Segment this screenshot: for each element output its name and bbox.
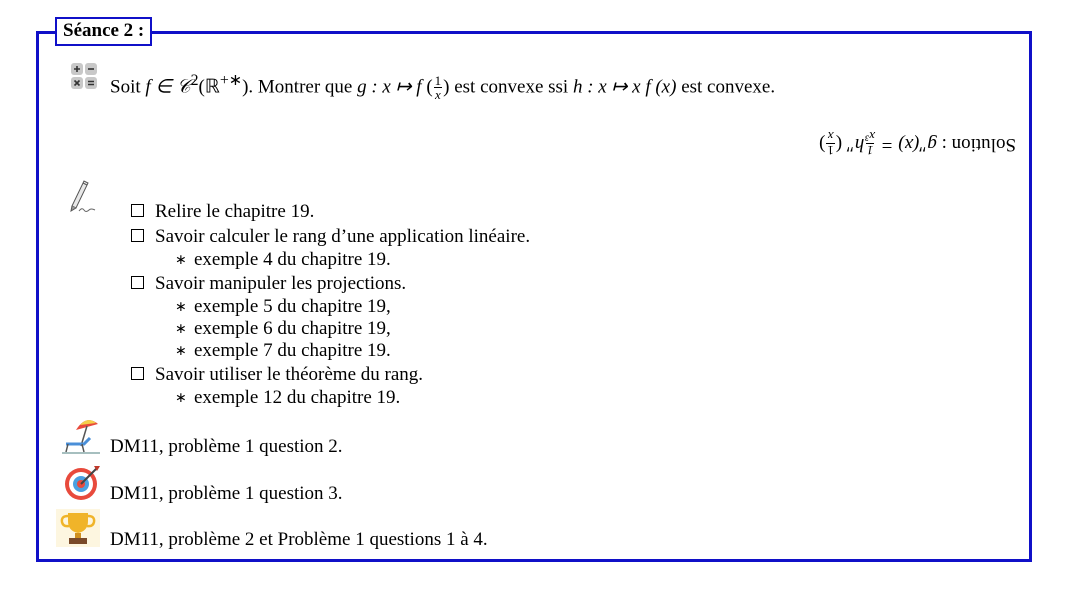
todo-subitem bbox=[175, 318, 530, 340]
homework-label: DM11, problème 1 question 3. bbox=[110, 483, 343, 504]
solution-upside-down: Solution : g″(x) = 1 x³ h″ ( 1 x ) bbox=[818, 129, 1016, 158]
exercise-statement: Soit f ∈ 𝒞$^2$(ℝ+∗). Montrer que g : x ↦ f ( $\frac{1}{x}$ ) est convexe ssi h : x ↦ x f (x) est convexe. bbox=[110, 72, 776, 103]
asterisk-icon: ∗ bbox=[175, 253, 187, 268]
todo-item bbox=[131, 271, 530, 362]
todo-subitem-label: exemple 12 du chapitre 19. bbox=[194, 387, 401, 408]
checkbox-icon[interactable] bbox=[131, 229, 144, 242]
todo-subitem-label: exemple 5 du chapitre 19, bbox=[194, 296, 391, 317]
asterisk-icon: ∗ bbox=[175, 322, 187, 337]
checkbox-icon[interactable] bbox=[131, 367, 144, 380]
homework-label: DM11, problème 1 question 2. bbox=[110, 436, 343, 457]
checkbox-icon[interactable] bbox=[131, 276, 144, 289]
target-icon bbox=[64, 464, 102, 502]
todo-sublist bbox=[131, 296, 530, 362]
todo-item-label: Savoir manipuler les projections. bbox=[155, 273, 407, 294]
todo-subitem bbox=[175, 387, 530, 409]
solution-arg-fraction: 1 x bbox=[827, 129, 834, 158]
todo-item bbox=[131, 362, 530, 409]
session-title: Séance 2 : bbox=[55, 17, 152, 46]
todo-subitem-label: exemple 7 du chapitre 19. bbox=[194, 340, 391, 361]
todo-subitem-label: exemple 4 du chapitre 19. bbox=[194, 249, 391, 270]
todo-item-label: Relire le chapitre 19. bbox=[155, 201, 315, 222]
asterisk-icon: ∗ bbox=[175, 391, 187, 406]
todo-subitem-label: exemple 6 du chapitre 19, bbox=[194, 318, 391, 339]
todo-subitem bbox=[175, 340, 530, 362]
fraction: $\frac{1}{x}$ bbox=[434, 73, 442, 103]
beach-chair-icon bbox=[62, 416, 100, 456]
todo-subitem bbox=[175, 249, 530, 271]
todo-list bbox=[131, 199, 530, 409]
todo-subitem bbox=[175, 296, 530, 318]
checkbox-icon[interactable] bbox=[131, 204, 144, 217]
todo-item-label: Savoir utiliser le théorème du rang. bbox=[155, 364, 424, 385]
pen-icon bbox=[68, 178, 102, 216]
todo-sublist bbox=[131, 249, 530, 271]
todo-item bbox=[131, 199, 530, 224]
asterisk-icon: ∗ bbox=[175, 300, 187, 315]
todo-item bbox=[131, 224, 530, 271]
todo-sublist bbox=[131, 387, 530, 409]
calculator-icon bbox=[70, 62, 100, 92]
todo-item-label: Savoir calculer le rang d’une application linéaire. bbox=[155, 226, 531, 247]
asterisk-icon: ∗ bbox=[175, 344, 187, 359]
solution-fraction: 1 x³ bbox=[865, 129, 875, 158]
trophy-icon bbox=[56, 509, 100, 547]
homework-label: DM11, problème 2 et Problème 1 questions 1 à 4. bbox=[110, 529, 488, 550]
